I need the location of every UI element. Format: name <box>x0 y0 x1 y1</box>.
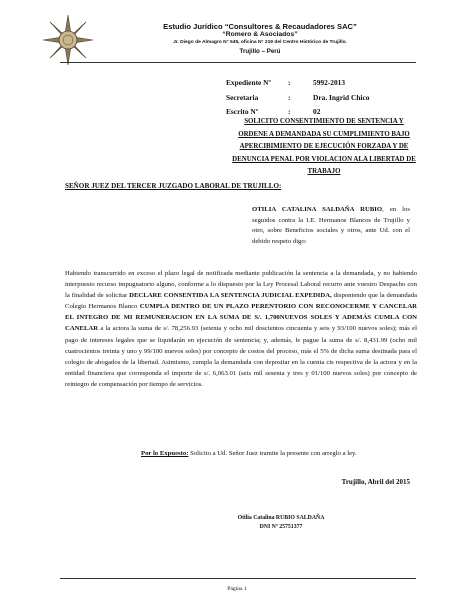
meta-value: Dra. Ingrid Chico <box>313 93 370 102</box>
title-line: APERCIBIMIENTO DE EJECUCIÓN FORZADA Y DE <box>239 143 409 150</box>
title-line: DENUNCIA PENAL POR VIOLACION ALA LIBERTAD DE <box>232 155 416 163</box>
page-number: Página 1 <box>227 586 247 592</box>
signer-name: Otilia Catalina RUBIO SALDAÑA <box>237 515 325 521</box>
meta-label: Secretaria <box>226 93 259 102</box>
body-bold-1: DECLARE CONSENTIDA LA SENTENCIA JUDICIAL EXPEDIDA, <box>129 292 332 300</box>
closing-text: Solicito a Ud. Señor Juez tramite la presente con arreglo a ley. <box>188 450 357 457</box>
header-divider <box>60 62 416 63</box>
signature-block <box>222 514 340 532</box>
title-line: TRABAJO <box>307 168 341 175</box>
firm-subtitle: “Romero & Asociados” <box>222 31 298 38</box>
closing-label: Por lo Expuesto: <box>141 450 189 457</box>
meta-sep: : <box>288 78 291 87</box>
document-title <box>200 116 448 179</box>
body-text-1: Habiendo transcurrido en exceso el plazo legal de notificada mediante publicación la sentencia a la demandada, y no habiendo interpuesto recurso impugnatorio alguno, conforme a lo dispuesto por la Ley Procesal Laboral recurro ante vuestro Despacho con la finalidad de solicitar <box>65 270 417 300</box>
meta-sep: : <box>288 93 291 102</box>
petitioner-name: OTILIA CATALINA SALDAÑA RUBIO <box>252 206 383 213</box>
meta-row-escrito <box>226 107 320 116</box>
body-paragraph <box>65 268 417 390</box>
firm-address: Jr. Diego de Almagro N° 545, oficina N° 219 del Centro Histórico de Trujillo. <box>173 40 347 45</box>
intro-paragraph <box>252 205 410 247</box>
title-line: SOLICITO CONSENTIMIENTO DE SENTENCIA Y <box>244 118 404 125</box>
meta-value: 02 <box>313 107 321 116</box>
meta-row-secretaria <box>226 93 369 102</box>
document-date: Trujillo, Abril del 2015 <box>341 478 410 486</box>
closing-line <box>141 450 417 457</box>
meta-label: Expediente Nº <box>226 78 271 87</box>
signer-dni: DNI Nº 25751377 <box>259 524 303 530</box>
firm-name: Estudio Jurídico “Consultores & Recaudadores SAC” <box>163 22 357 31</box>
body-bold-2: CUMPLA DENTRO DE UN PLAZO PERENTORIO CON RECONOCERME Y CANCELAR EL INTEGRO DE MI REMUNERACION EN LA SUMA DE S/. 1,700NUEVOS SOLES Y ADEMÁS CUMLA CON CANELAR <box>65 303 417 333</box>
intro-text: , en los seguidos contra la I.E. Hermanos Blancos de Trujillo y otro, sobre Beneficios sociales y otros, ante Ud. con el debido respeto digo: <box>252 206 410 245</box>
meta-value: 5992-2013 <box>313 78 346 87</box>
firm-city: Trujillo – Perú <box>239 48 281 55</box>
addressee: SEÑOR JUEZ DEL TERCER JUZGADO LABORAL DE TRUJILLO: <box>65 182 282 190</box>
meta-label: Escrito Nº <box>226 107 259 116</box>
meta-row-expediente <box>226 78 345 87</box>
meta-sep: : <box>288 107 291 116</box>
title-line: ORDENE A DEMANDADA SU CUMPLIMIENTO BAJO <box>238 130 410 138</box>
body-text-3: a la actora la suma de s/. 78,256.93 (setenta y ocho mil doscientos cincuenta y seis y 93/100 nuevos soles); más el pago de intereses legales que se liquidarán en ejecución de sentencia; y, además, le pague la suma de s/. 8,431.99 (ocho mil cuatrocientos treinta y uno y 99/100 nuevos soles) por concepto de costos del proceso, más el 5% de dicha suma destinada para el colegio de abogados de la libertad. Asimismo, cumpla la demandada con depositar en la cuenta cts respectiva de la actora y en la entidad financiera que corresponda el importe de s/. 6,063.01 (seis mil sesenta y tres y 01/100 nuevos soles) por concepto de reintegro de compensación por tiempo de servicios. <box>65 325 417 388</box>
footer-divider <box>60 578 416 579</box>
firm-logo-star <box>42 14 94 66</box>
body-text-2: disponiendo que la demandada Colegio Hermanos Blanco <box>65 292 418 311</box>
